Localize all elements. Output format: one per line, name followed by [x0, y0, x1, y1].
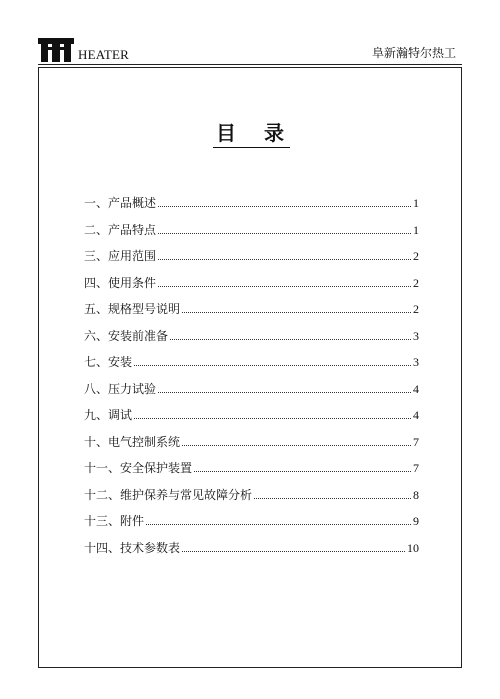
toc-entry-page-number: 3: [413, 355, 419, 369]
toc-dot-leader: [254, 498, 411, 499]
toc-entry-page-number: 10: [407, 540, 419, 555]
toc-entry-page-number: 9: [413, 514, 419, 528]
toc-dot-leader: [158, 392, 411, 393]
toc-dot-leader: [182, 312, 411, 313]
toc-entry-page-number: 1: [413, 196, 419, 210]
toc-entry-page-number: 3: [413, 328, 419, 343]
toc-entry-page-number: 4: [413, 381, 419, 396]
toc-dot-leader: [170, 339, 411, 340]
toc-entry[interactable]: [84, 249, 419, 276]
toc-entry-page-number: 1: [413, 222, 419, 237]
toc-entry[interactable]: [84, 541, 419, 568]
toc-entry-label: 十、电气控制系统: [84, 434, 181, 449]
toc-entry[interactable]: [84, 488, 419, 515]
toc-entry[interactable]: [84, 223, 419, 250]
toc-dot-leader: [182, 445, 411, 446]
toc-dot-leader: [158, 286, 411, 287]
toc-entry[interactable]: [84, 461, 419, 488]
company-name: 阜新瀚特尔热工: [371, 46, 456, 60]
toc-entry-label: 五、规格型号说明: [84, 302, 181, 316]
toc-entry-page-number: 7: [413, 434, 419, 449]
toc-entry[interactable]: [84, 514, 419, 541]
toc-entry-label: 二、产品特点: [84, 222, 157, 237]
toc-entry-label: 六、安装前准备: [84, 328, 169, 343]
toc-entry[interactable]: [84, 302, 419, 329]
toc-entry-page-number: 2: [413, 249, 419, 263]
toc-dot-leader: [158, 206, 411, 207]
toc-entry-label: 九、调试: [84, 408, 133, 422]
header-divider: [38, 64, 462, 65]
toc-entry-label: 四、使用条件: [84, 275, 157, 290]
toc-dot-leader: [134, 418, 411, 419]
toc-entry-page-number: 4: [413, 408, 419, 422]
logo-text: HEATER: [78, 47, 130, 62]
logo: [38, 38, 129, 62]
toc-entry-label: 七、安装: [84, 355, 133, 369]
toc-entry[interactable]: [84, 382, 419, 409]
toc-entry[interactable]: [84, 276, 419, 303]
toc-entry-label: 十一、安全保护装置: [84, 461, 193, 475]
heater-logo-icon: [38, 38, 74, 62]
toc-entry-label: 三、应用范围: [84, 249, 157, 263]
toc-entry[interactable]: [84, 196, 419, 223]
toc-entry-label: 十四、技术参数表: [84, 540, 181, 555]
title-underline: [213, 147, 290, 148]
toc-dot-leader: [182, 551, 405, 552]
toc-dot-leader: [134, 365, 411, 366]
toc-dot-leader: [194, 471, 411, 472]
table-of-contents: [84, 196, 419, 567]
toc-entry-page-number: 2: [413, 302, 419, 316]
toc-entry[interactable]: [84, 435, 419, 462]
toc-entry-label: 十二、维护保养与常见故障分析: [84, 487, 253, 502]
page-title: 目录: [216, 121, 312, 145]
toc-dot-leader: [158, 259, 411, 260]
toc-entry[interactable]: [84, 329, 419, 356]
toc-entry[interactable]: [84, 408, 419, 435]
toc-dot-leader: [158, 233, 411, 234]
toc-entry-page-number: 2: [413, 275, 419, 290]
toc-entry-label: 八、压力试验: [84, 381, 157, 396]
toc-entry-label: 十三、附件: [84, 514, 145, 528]
toc-dot-leader: [146, 524, 411, 525]
toc-entry-label: 一、产品概述: [84, 196, 157, 210]
toc-entry[interactable]: [84, 355, 419, 382]
toc-entry-page-number: 7: [413, 461, 419, 475]
toc-entry-page-number: 8: [413, 487, 419, 502]
